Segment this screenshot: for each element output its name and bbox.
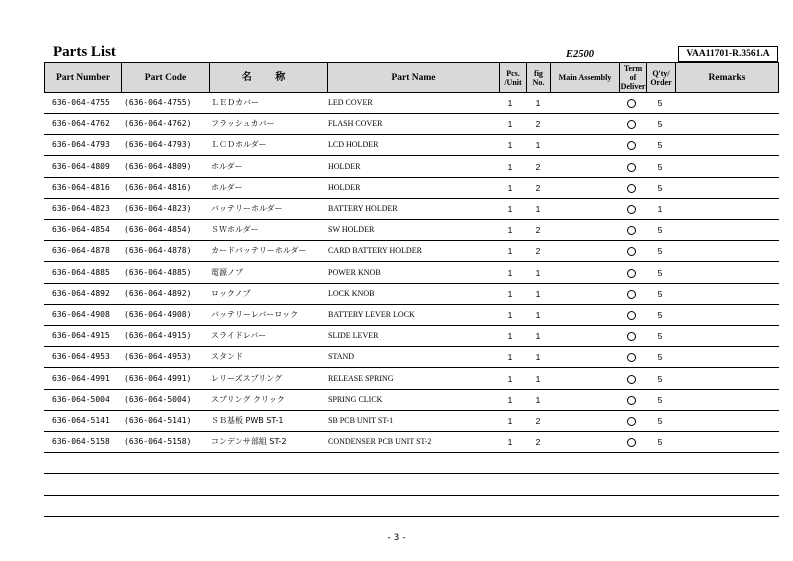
term-of-delivery-circle-icon [627,396,636,405]
table-row [44,284,779,305]
japanese-name: カードバッテリーホルダー [211,246,307,256]
part-number: 636-064-4878 [52,246,110,256]
japanese-name: スライドレバー [211,331,267,341]
part-name: SPRING CLICK [328,394,383,404]
japanese-name: スタンド [211,352,243,362]
term-of-delivery-circle-icon [627,417,636,426]
col-japanese-name: 名 称 [210,63,328,92]
part-code: (636-064-4892) [124,288,192,298]
qty-order: 5 [657,119,663,130]
term-of-delivery-circle-icon [627,141,636,150]
term-of-delivery-circle-icon [627,290,636,299]
qty-order: 5 [657,225,663,236]
table-row [44,390,779,411]
japanese-name: ＬＥＤカバー [211,98,259,107]
part-code: (636-064-4823) [124,204,192,213]
part-number: 636-064-4991 [52,373,110,383]
part-name: BATTERY HOLDER [328,204,398,213]
qty-order [653,475,667,495]
fig-number [531,453,545,473]
part-name: SB PCB UNIT ST-1 [328,416,394,425]
table-row [44,496,779,517]
pcs-per-unit: 1 [507,437,513,448]
table-row [44,305,779,326]
term-of-delivery-circle-icon [627,269,636,278]
pcs-per-unit: 1 [507,267,513,278]
table-row [44,432,779,453]
part-code: (636-064-4854) [124,225,192,235]
part-number: 636-064-4892 [52,288,110,298]
part-number: 636-064-4885 [52,267,110,277]
part-name: SLIDE LEVER [328,331,379,341]
part-code: (636-064-4915) [124,331,192,341]
pcs-per-unit: 1 [507,416,513,426]
part-name: LED COVER [328,98,373,107]
part-number: 636-064-4908 [52,310,110,319]
fig-number: 2 [535,182,541,193]
pcs-per-unit: 1 [507,331,513,342]
part-code: (636-064-4908) [124,310,192,319]
pcs-per-unit [503,453,517,473]
col-term-of-delivery: Term of Deliver [620,64,646,91]
qty-order: 5 [657,416,663,426]
part-number: 636-064-4755 [52,98,110,107]
part-code: (636-064-4755) [124,98,192,107]
term-of-delivery-circle-icon [627,438,636,447]
table-row [44,241,779,262]
table-row [44,93,779,114]
table-row [44,114,779,135]
col-pcs-unit: Pcs. /Unit [500,63,527,92]
fig-number: 1 [535,310,541,320]
japanese-name: ロックノブ [211,288,251,298]
table-row [44,347,779,368]
japanese-name: ホルダー [211,182,243,192]
pcs-per-unit: 1 [507,352,513,363]
japanese-name: ＳＢ基板 PWB ST-1 [211,416,284,425]
part-code: (636-064-4762) [124,119,192,129]
part-name: HOLDER [328,182,361,192]
term-of-delivery-circle-icon [627,163,636,172]
col-qty-order: Q'ty/ Order [647,63,676,92]
fig-number: 1 [535,331,541,342]
part-name: LOCK KNOB [328,288,375,298]
part-number: 636-064-4809 [52,161,110,171]
term-of-delivery-circle-icon [627,99,636,108]
pcs-per-unit: 1 [507,182,513,193]
term-of-delivery-circle-icon [627,184,636,193]
japanese-name: スプリング クリック [211,394,285,404]
page-title: Parts List [53,44,116,60]
qty-order: 5 [657,331,663,342]
pcs-per-unit: 1 [507,98,513,108]
pcs-per-unit: 1 [507,373,513,384]
pcs-per-unit: 1 [507,310,513,320]
fig-number: 1 [535,140,541,151]
fig-number: 1 [535,352,541,363]
part-number: 636-064-5158 [52,437,110,447]
fig-number: 2 [535,416,541,426]
table-row [44,369,779,390]
japanese-name: フラッシュカバー [211,119,275,129]
pcs-per-unit: 1 [507,394,513,405]
table-header [44,62,779,93]
term-of-delivery-circle-icon [627,353,636,362]
part-number: 636-064-4762 [52,119,110,129]
part-name: CARD BATTERY HOLDER [328,246,422,256]
qty-order [653,496,667,516]
part-number: 636-064-4953 [52,352,110,362]
part-name: LCD HOLDER [328,140,379,150]
fig-number: 1 [535,288,541,299]
term-of-delivery-circle-icon [627,311,636,320]
qty-order: 5 [657,373,663,384]
col-fig-no: fig No. [527,63,551,92]
pcs-per-unit: 1 [507,119,513,130]
qty-order: 1 [657,204,663,214]
fig-number: 1 [535,267,541,278]
part-code: (636-064-5158) [124,437,192,447]
japanese-name: 電源ノブ [211,267,243,277]
qty-order: 5 [657,310,663,320]
pcs-per-unit: 1 [507,161,513,172]
fig-number: 1 [535,204,541,214]
part-number: 636-064-4816 [52,182,110,192]
part-number: 636-064-5141 [52,416,110,425]
fig-number: 2 [535,246,541,257]
part-code: (636-064-5004) [124,394,192,404]
part-name: POWER KNOB [328,267,381,277]
col-part-number: Part Number [45,63,122,92]
pcs-per-unit: 1 [507,246,513,257]
japanese-name: ＬＣＤホルダー [211,140,267,150]
pcs-per-unit: 1 [507,140,513,151]
japanese-name: バッテリーホルダー [211,204,283,213]
part-code: (636-064-4885) [124,267,192,277]
table-row [44,475,779,496]
table-row [44,326,779,347]
qty-order: 5 [657,394,663,405]
pcs-per-unit [503,475,517,495]
part-number: 636-064-4915 [52,331,110,341]
table-row [44,411,779,432]
qty-order: 5 [657,352,663,363]
table-row [44,199,779,220]
part-code: (636-064-4953) [124,352,192,362]
term-of-delivery-circle-icon [627,247,636,256]
fig-number: 1 [535,98,541,108]
fig-number: 1 [535,373,541,384]
qty-order: 5 [657,288,663,299]
japanese-name: ＳＷホルダー [211,225,259,235]
col-part-code: Part Code [122,63,210,92]
model-name: E2500 [566,49,595,60]
fig-number: 2 [535,225,541,236]
qty-order [653,453,667,473]
japanese-name: ホルダー [211,161,243,171]
table-row [44,157,779,178]
qty-order: 5 [657,182,663,193]
table-row [44,220,779,241]
part-code: (636-064-4878) [124,246,192,256]
fig-number: 2 [535,161,541,172]
part-code: (636-064-4816) [124,182,192,192]
term-of-delivery-circle-icon [627,120,636,129]
pcs-per-unit: 1 [507,288,513,299]
term-of-delivery-circle-icon [627,205,636,214]
part-number: 636-064-4823 [52,204,110,213]
qty-order: 5 [657,437,663,448]
qty-order: 5 [657,98,663,108]
table-row [44,178,779,199]
page-number: - 3 - [387,533,406,543]
qty-order: 5 [657,246,663,257]
part-name: CONDENSER PCB UNIT ST-2 [328,437,432,447]
pcs-per-unit: 1 [507,225,513,236]
document-id: VAA11701-R.3561.A [678,46,778,62]
part-code: (636-064-4991) [124,373,192,383]
part-number: 636-064-4793 [52,140,110,150]
part-code: (636-064-5141) [124,416,192,425]
japanese-name: コンデンサ部組 ST-2 [211,437,287,447]
col-remarks: Remarks [708,72,746,83]
part-name: RELEASE SPRING [328,373,394,383]
fig-number [531,475,545,495]
part-name: STAND [328,352,355,362]
part-name: SW HOLDER [328,225,375,235]
japanese-name: レリーズスプリング [211,373,283,383]
table-row [44,263,779,284]
part-name: FLASH COVER [328,119,383,129]
term-of-delivery-circle-icon [627,226,636,235]
fig-number: 2 [535,437,541,448]
col-main-assembly: Main Assembly [551,63,620,92]
col-part-name: Part Name [328,63,500,92]
part-number: 636-064-4854 [52,225,110,235]
japanese-name: バッテリーレバーロック [211,310,299,319]
fig-number [531,496,545,516]
table-row [44,453,779,474]
qty-order: 5 [657,140,663,151]
qty-order: 5 [657,267,663,278]
term-of-delivery-circle-icon [627,375,636,384]
term-of-delivery-circle-icon [627,332,636,341]
part-name: HOLDER [328,161,361,171]
fig-number: 1 [535,394,541,405]
part-code: (636-064-4793) [124,140,192,150]
table-row [44,135,779,156]
pcs-per-unit: 1 [507,204,513,214]
qty-order: 5 [657,161,663,172]
fig-number: 2 [535,119,541,130]
pcs-per-unit [503,496,517,516]
part-code: (636-064-4809) [124,161,192,171]
part-name: BATTERY LEVER LOCK [328,310,415,319]
part-number: 636-064-5004 [52,394,110,404]
